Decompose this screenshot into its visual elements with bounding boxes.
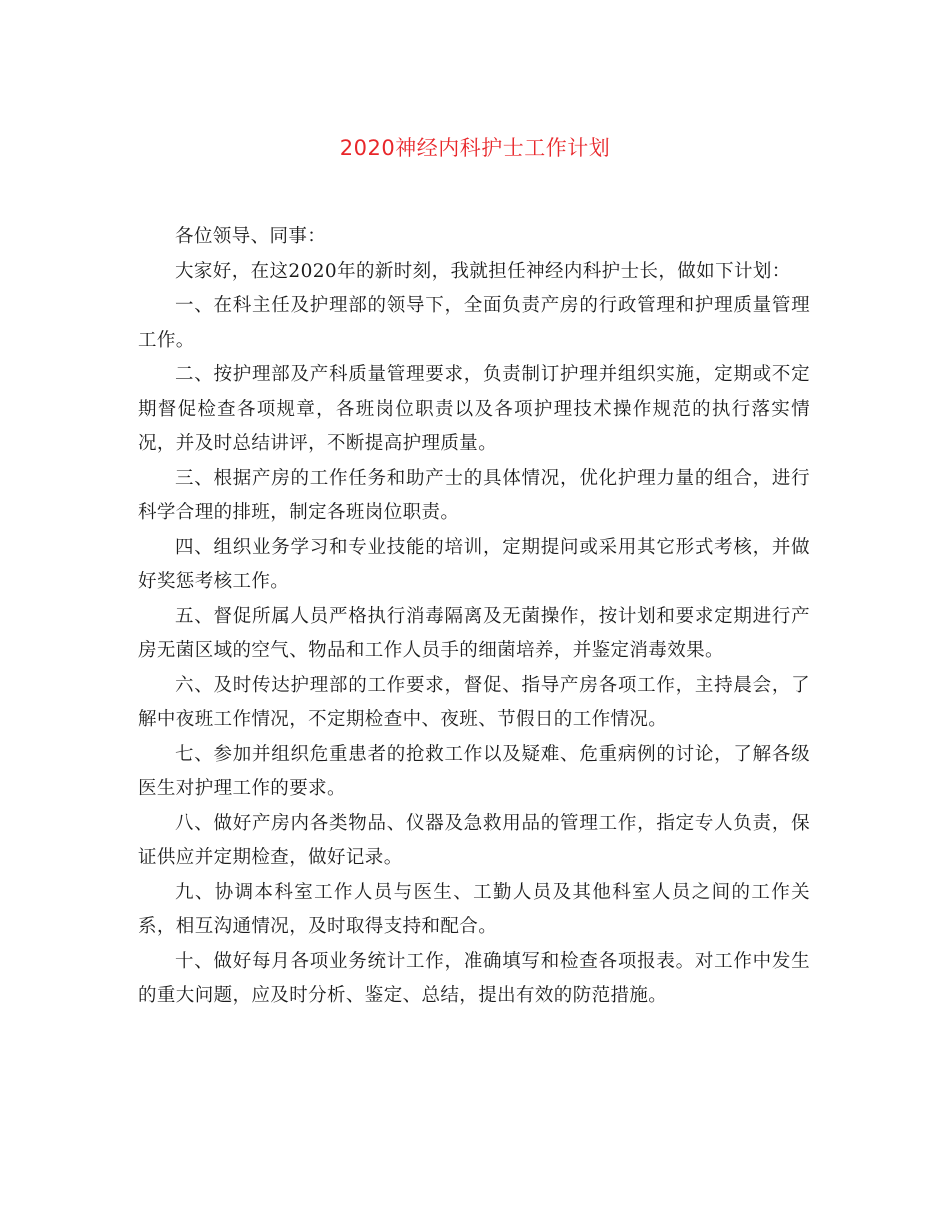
paragraph-item-8: 八、做好产房内各类物品、仪器及急救用品的管理工作，指定专人负责，保证供应并定期检查，做好记录。 xyxy=(138,812,810,868)
paragraph-intro: 大家好，在这2020年的新时刻，我就担任神经内科护士长，做如下计划： xyxy=(175,260,791,282)
paragraph-greeting: 各位领导、同事： xyxy=(175,226,327,247)
paragraph-item-4: 四、组织业务学习和专业技能的培训，定期提问或采用其它形式考核，并做好奖惩考核工作。 xyxy=(138,536,810,592)
paragraph-item-7: 七、参加并组织危重患者的抢救工作以及疑难、危重病例的讨论，了解各级医生对护理工作的要求。 xyxy=(138,743,810,799)
document-body xyxy=(138,220,810,1014)
paragraph-item-1: 一、在科主任及护理部的领导下，全面负责产房的行政管理和护理质量管理工作。 xyxy=(138,295,810,351)
paragraph-item-5: 五、督促所属人员严格执行消毒隔离及无菌操作，按计划和要求定期进行产房无菌区域的空气、物品和工作人员手的细菌培养，并鉴定消毒效果。 xyxy=(138,605,810,661)
document-title: 2020神经内科护士工作计划 xyxy=(339,136,611,160)
paragraph-item-3: 三、根据产房的工作任务和助产士的具体情况，优化护理力量的组合，进行科学合理的排班，制定各班岗位职责。 xyxy=(138,467,810,523)
paragraph-item-10: 十、做好每月各项业务统计工作，准确填写和检查各项报表。对工作中发生的重大问题，应及时分析、鉴定、总结，提出有效的防范措施。 xyxy=(138,950,810,1006)
paragraph-item-9: 九、协调本科室工作人员与医生、工勤人员及其他科室人员之间的工作关系，相互沟通情况，及时取得支持和配合。 xyxy=(138,881,810,937)
paragraph-item-2: 二、按护理部及产科质量管理要求，负责制订护理并组织实施，定期或不定期督促检查各项规章，各班岗位职责以及各项护理技术操作规范的执行落实情况，并及时总结讲评，不断提高护理质量。 xyxy=(138,364,810,454)
paragraph-item-6: 六、及时传达护理部的工作要求，督促、指导产房各项工作，主持晨会，了解中夜班工作情况，不定期检查中、夜班、节假日的工作情况。 xyxy=(138,674,810,730)
